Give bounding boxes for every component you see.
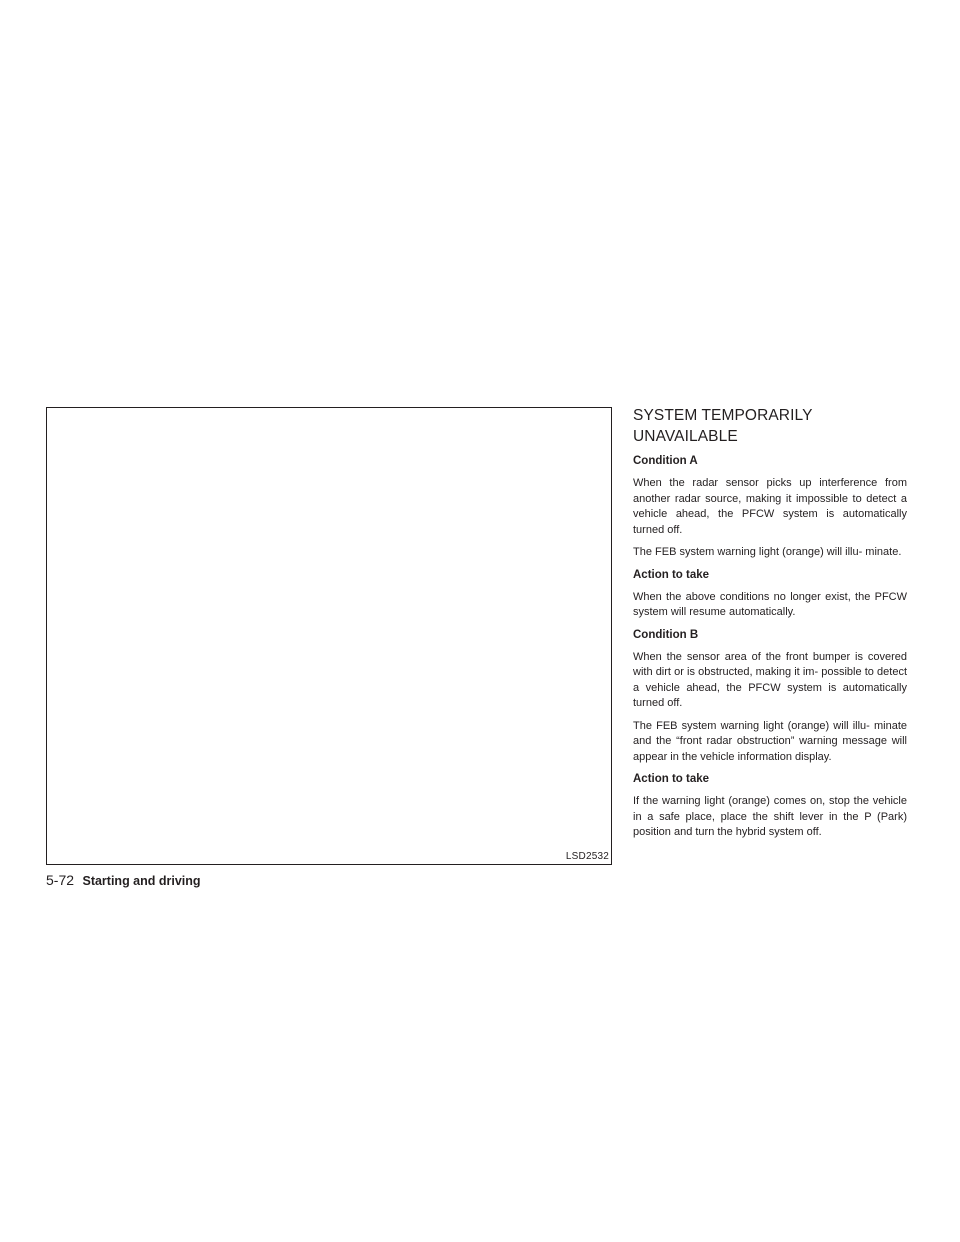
condition-a-heading: Condition A xyxy=(633,455,698,467)
action-to-take-heading: Action to take xyxy=(633,568,710,581)
page-number: 5-72 xyxy=(46,872,75,888)
section-title-line-1: SYSTEM TEMPORARILY xyxy=(633,407,813,424)
paragraph: The FEB system warning light (orange) will illu- minate. xyxy=(633,546,902,558)
text-column xyxy=(633,405,907,841)
section-title-line-2: UNAVAILABLE xyxy=(633,428,738,445)
paragraph: If the warning light (orange) comes on, stop the vehicle in a safe place, place the shift lever in the P (Park) position and turn the hybrid system off. xyxy=(633,795,907,838)
chapter-title: Starting and driving xyxy=(82,874,201,888)
page-footer xyxy=(46,871,201,890)
figure-code: LSD2532 xyxy=(565,851,609,862)
paragraph: When the radar sensor picks up interference from another radar source, making it impossible to detect a vehicle ahead, the PFCW system is automatically turned off. xyxy=(633,477,907,536)
paragraph: When the above conditions no longer exist, the PFCW system will resume automatically. xyxy=(633,590,907,618)
figure-illustration xyxy=(46,407,612,865)
paragraph: The FEB system warning light (orange) will illu- minate and the “front radar obstruction” warning message will appear in the vehicle information display. xyxy=(633,719,907,763)
section-title xyxy=(633,405,907,447)
condition-b-heading: Condition B xyxy=(633,628,699,641)
action-to-take-heading: Action to take xyxy=(633,773,710,785)
paragraph: When the sensor area of the front bumper is covered with dirt or is obstructed, making it im- possible to detect a vehicle ahead, the PFCW system is automatically turned off. xyxy=(633,650,907,709)
